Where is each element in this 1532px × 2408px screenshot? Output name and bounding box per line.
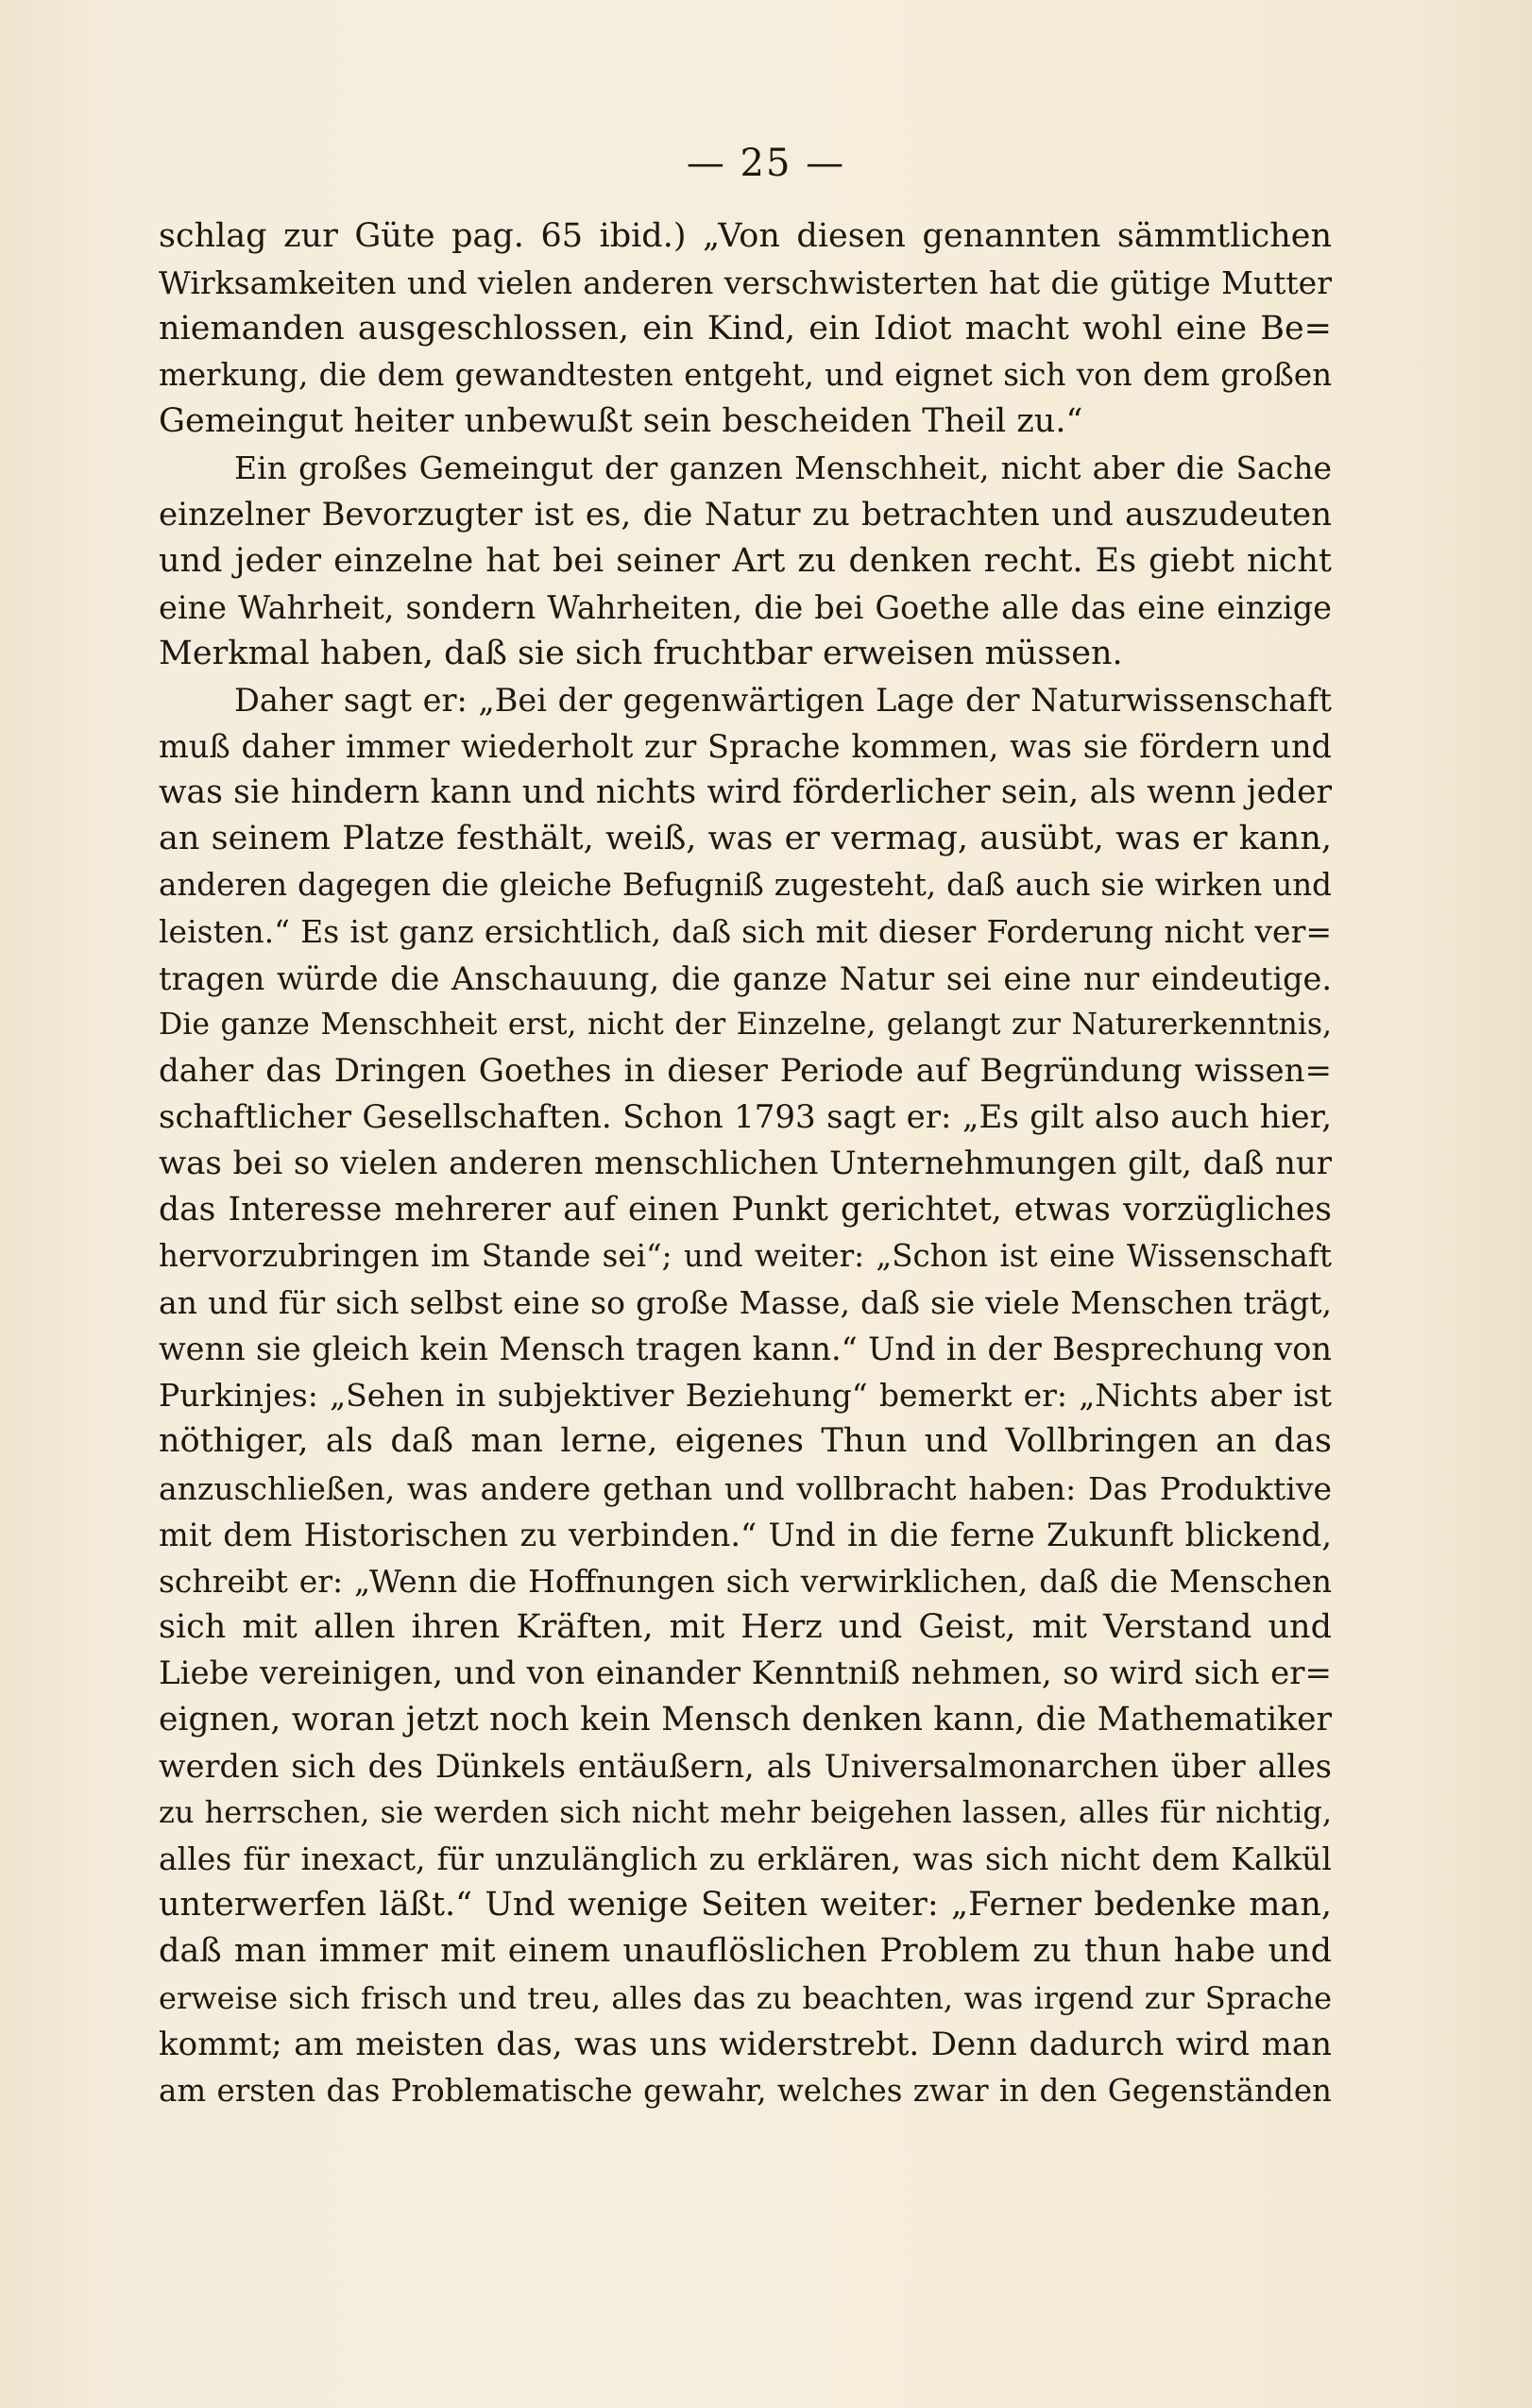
text-line: das Interesse mehrerer auf einen Punkt gerichtet, etwas vorzügliches: [159, 1190, 1332, 1229]
text-line: erweise sich frisch und treu, alles das zu beachten, was irgend zur Sprache: [159, 1979, 1332, 2016]
text-line: eine Wahrheit, sondern Wahrheiten, die bei Goethe alle das eine einzige: [159, 588, 1332, 626]
text-line: niemanden ausgeschlossen, ein Kind, ein Idiot macht wohl eine Be=: [159, 310, 1332, 348]
text-line: Ein großes Gemeingut der ganzen Menschheit, nicht aber die Sache: [234, 449, 1332, 487]
text-line: Daher sagt er: „Bei der gegenwärtigen Lage der Naturwissenschaft: [234, 681, 1332, 719]
text-line: und jeder einzelne hat bei seiner Art zu denken recht. Es giebt nicht: [159, 541, 1332, 580]
text-line: tragen würde die Anschauung, die ganze Natur sei eine nur eindeutige.: [159, 959, 1332, 997]
text-line: an und für sich selbst eine so große Masse, daß sie viele Menschen trägt,: [159, 1284, 1332, 1322]
text-line: mit dem Historischen zu verbinden.“ Und in die ferne Zukunft blickend,: [159, 1516, 1332, 1553]
text-line: schlag zur Güte pag. 65 ibid.) „Von diesen genannten sämmtlichen: [159, 217, 1332, 255]
text-line: wenn sie gleich kein Mensch tragen kann.“ Und in der Besprechung von: [159, 1331, 1332, 1368]
text-line: unterwerfen läßt.“ Und wenige Seiten weiter: „Ferner bedenke man,: [159, 1886, 1332, 1925]
text-line: einzelner Bevorzugter ist es, die Natur zu betrachten und auszudeuten: [159, 495, 1332, 534]
body-text: [159, 213, 1332, 2114]
text-line: hervorzubringen im Stande sei“; und weiter: „Schon ist eine Wissenschaft: [159, 1238, 1332, 1275]
text-line: eignen, woran jetzt noch kein Mensch denken kann, die Mathematiker: [159, 1701, 1332, 1738]
text-line: Merkmal haben, daß sie sich fruchtbar erweisen müssen.: [159, 634, 1123, 672]
text-line: Purkinjes: „Sehen in subjektiver Beziehung“ bemerkt er: „Nichts aber ist: [159, 1377, 1332, 1415]
text-line: merkung, die dem gewandtesten entgeht, und eignet sich von dem großen: [159, 357, 1332, 394]
text-line: zu herrschen, sie werden sich nicht mehr beigehen lassen, alles für nichtig,: [159, 1794, 1332, 1831]
text-line: werden sich des Dünkels entäußern, als Universalmonarchen über alles: [159, 1748, 1332, 1786]
text-line: Die ganze Menschheit erst, nicht der Einzelne, gelangt zur Naturerkenntnis,: [159, 1007, 1332, 1042]
text-line: nöthiger, als daß man lerne, eigenes Thun und Vollbringen an das: [159, 1422, 1332, 1461]
text-line: anderen dagegen die gleiche Befugniß zugesteht, daß auch sie wirken und: [159, 867, 1332, 904]
page-number: — 25 —: [686, 142, 846, 185]
text-line: schreibt er: „Wenn die Hoffnungen sich verwirklichen, daß die Menschen: [159, 1562, 1332, 1600]
text-line: Liebe vereinigen, und von einander Kenntniß nehmen, so wird sich er=: [159, 1653, 1332, 1692]
text-line: kommt; am meisten das, was uns widerstrebt. Denn dadurch wird man: [159, 2025, 1332, 2063]
text-line: am ersten das Problematische gewahr, welches zwar in den Gegenständen: [159, 2072, 1332, 2109]
text-line: daß man immer mit einem unauflöslichen Problem zu thun habe und: [159, 1932, 1332, 1971]
text-line: Gemeingut heiter unbewußt sein bescheiden Theil zu.“: [159, 402, 1083, 441]
text-line: leisten.“ Es ist ganz ersichtlich, daß sich mit dieser Forderung nicht ver=: [159, 913, 1332, 951]
text-line: anzuschließen, was andere gethan und vollbracht haben: Das Produktive: [159, 1469, 1332, 1507]
text-line: muß daher immer wiederholt zur Sprache kommen, was sie fördern und: [159, 728, 1332, 766]
text-line: an seinem Platze festhält, weiß, was er vermag, ausübt, was er kann,: [159, 820, 1332, 858]
text-line: sich mit allen ihren Kräften, mit Herz und Geist, mit Verstand und: [159, 1607, 1332, 1646]
text-line: was bei so vielen anderen menschlichen Unternehmungen gilt, daß nur: [159, 1144, 1332, 1182]
text-line: was sie hindern kann und nichts wird förderlicher sein, als wenn jeder: [159, 773, 1332, 812]
text-line: daher das Dringen Goethes in dieser Periode auf Begründung wissen=: [159, 1051, 1332, 1090]
text-line: schaftlicher Gesellschaften. Schon 1793 sagt er: „Es gilt also auch hier,: [159, 1097, 1332, 1136]
text-line: alles für inexact, für unzulänglich zu erklären, was sich nicht dem Kalkül: [159, 1840, 1332, 1878]
text-line: Wirksamkeiten und vielen anderen verschwisterten hat die gütige Mutter: [159, 264, 1332, 302]
